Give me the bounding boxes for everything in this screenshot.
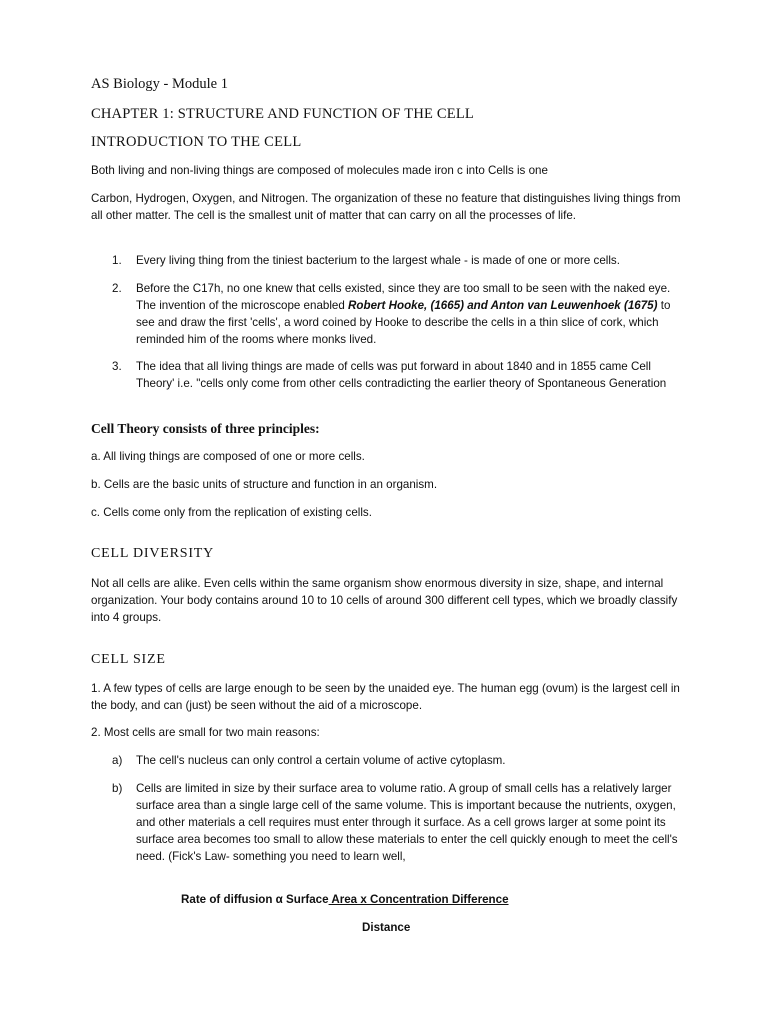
list-text: Every living thing from the tiniest bacterium to the largest whale - is made of one or more cells. xyxy=(136,254,620,267)
list-number: 3. xyxy=(112,360,122,373)
formula-denominator: Distance xyxy=(362,921,411,934)
list-number: 1. xyxy=(112,254,122,267)
list-text: Cells are limited in size by their surface area to volume ratio. A group of small cells has a relatively larger surface area than a single large cell of the same volume. This is important because the nutrients, oxygen, and other materials a cell requires must enter through it surface. As a cell grows larger at some point its surface area becomes too small to allow these materials to enter the cell quickly enough to meet the cell's need. (Fick's Law- something you need to learn well, xyxy=(136,782,678,863)
list-text: The cell's nucleus can only control a certain volume of active cytoplasm. xyxy=(136,754,506,767)
intro-paragraph-2: Carbon, Hydrogen, Oxygen, and Nitrogen. The organization of these no feature that distinguishes living things from all other matter. The cell is the smallest unit of matter that can carry on all the processes of life. xyxy=(91,192,681,222)
size-paragraph-1: 1. A few types of cells are large enough to be seen by the unaided eye. The human egg (ovum) is the largest cell in the body, and can (just) be seen without the aid of a microscope. xyxy=(91,682,680,712)
list-letter: b) xyxy=(112,782,123,795)
formula-numerator: Area x Concentration Difference xyxy=(328,893,509,906)
chapter-title: CHAPTER 1: STRUCTURE AND FUNCTION OF THE CELL xyxy=(91,106,474,122)
list-text: The idea that all living things are made of cells was put forward in about 1840 and in 1855 came Cell Theory' i.e. "cells only come from other cells contradicting the earlier theory of Spontaneous Generation xyxy=(136,360,667,390)
list-item xyxy=(112,752,682,769)
fick-law-formula xyxy=(181,893,509,906)
list-text xyxy=(136,280,682,348)
list-text-part: to see and draw the first 'cells', a word coined by Hooke to describe the cells in a thin slice of cork, which reminded him of the rooms where monks lived. xyxy=(136,299,671,346)
module-title: AS Biology - Module 1 xyxy=(91,76,228,92)
list-item xyxy=(112,280,682,348)
principle-b: b. Cells are the basic units of structure and function in an organism. xyxy=(91,478,438,491)
list-item xyxy=(112,780,682,865)
intro-paragraph-1: Both living and non-living things are composed of molecules made iron c into Cells is one xyxy=(91,164,548,177)
formula-left: Rate of diffusion α Surface xyxy=(181,893,329,906)
list-text-part: Before the C17h, no one knew that cells existed, since they are too small to be seen with the naked eye. The invention of the microscope enabled xyxy=(136,282,671,312)
list-number: 2. xyxy=(112,282,122,295)
cell-theory-heading: Cell Theory consists of three principles: xyxy=(91,421,320,436)
section-heading-intro: INTRODUCTION TO THE CELL xyxy=(91,134,302,150)
cell-size-heading: CELL SIZE xyxy=(91,652,166,667)
principle-c: c. Cells come only from the replication of existing cells. xyxy=(91,506,372,519)
list-item xyxy=(112,252,682,269)
scientist-names: Robert Hooke, (1665) and Anton van Leuwenhoek (1675) xyxy=(348,299,658,312)
list-item xyxy=(112,358,682,392)
list-letter: a) xyxy=(112,754,123,767)
principle-a: a. All living things are composed of one or more cells. xyxy=(91,450,365,463)
size-paragraph-2: 2. Most cells are small for two main reasons: xyxy=(91,726,320,739)
diversity-paragraph: Not all cells are alike. Even cells within the same organism show enormous diversity in size, shape, and internal organization. Your body contains around 10 to 10 cells of around 300 different cell types, which we broadly classify into 4 groups. xyxy=(91,577,678,624)
cell-diversity-heading: CELL DIVERSITY xyxy=(91,546,215,561)
